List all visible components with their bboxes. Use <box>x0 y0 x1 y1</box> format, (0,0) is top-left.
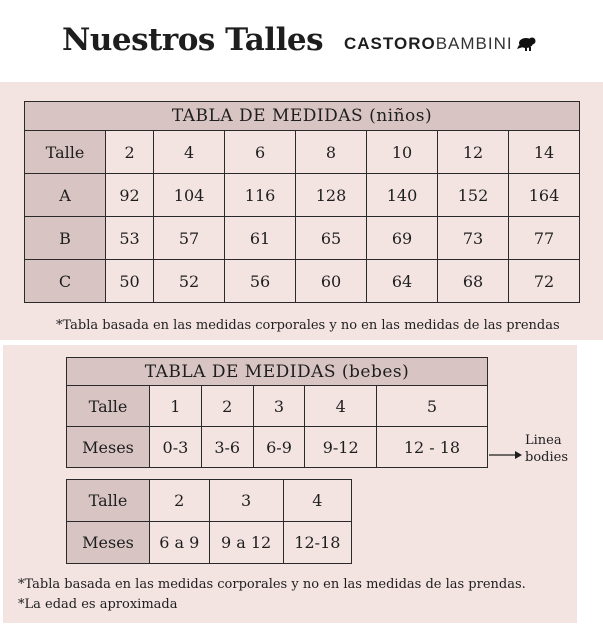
size-cell: 8 <box>296 131 367 174</box>
size-cell: 6 <box>225 131 296 174</box>
measure-cell: 53 <box>106 217 154 260</box>
months-cell: 0-3 <box>150 427 202 468</box>
page-title: Nuestros Talles <box>62 22 324 58</box>
measure-cell: 104 <box>154 174 225 217</box>
measure-cell: 128 <box>296 174 367 217</box>
ninos-table-caption: TABLA DE MEDIDAS (niños) <box>25 102 580 131</box>
bebes-note-1: *Tabla basada en las medidas corporales y no en las medidas de las prendas. <box>18 577 526 592</box>
measure-cell: 57 <box>154 217 225 260</box>
size-cell: 2 <box>106 131 154 174</box>
row-label-a: A <box>25 174 106 217</box>
measure-cell: 140 <box>367 174 438 217</box>
talle-header: Talle <box>25 131 106 174</box>
measure-cell: 116 <box>225 174 296 217</box>
row-label-b: B <box>25 217 106 260</box>
brand-name-bold: CASTORO <box>344 34 436 53</box>
arrow-right-icon <box>489 450 523 460</box>
measure-cell: 72 <box>508 260 579 303</box>
meses-header: Meses <box>67 522 150 564</box>
meses-header: Meses <box>67 427 150 468</box>
bebes-table-caption: TABLA DE MEDIDAS (bebes) <box>67 358 488 386</box>
linea-bodies-label <box>525 432 568 466</box>
measure-cell: 50 <box>106 260 154 303</box>
size-cell: 14 <box>508 131 579 174</box>
measure-cell: 77 <box>508 217 579 260</box>
months-cell: 12-18 <box>283 522 351 564</box>
measure-cell: 69 <box>367 217 438 260</box>
measure-cell: 60 <box>296 260 367 303</box>
size-cell: 5 <box>376 386 487 427</box>
months-cell: 6 a 9 <box>150 522 210 564</box>
size-cell: 4 <box>154 131 225 174</box>
measure-cell: 164 <box>508 174 579 217</box>
talle-header: Talle <box>67 480 150 522</box>
size-cell: 3 <box>253 386 305 427</box>
size-cell: 12 <box>438 131 509 174</box>
bebes-size-table <box>66 357 488 468</box>
measure-cell: 65 <box>296 217 367 260</box>
measure-cell: 64 <box>367 260 438 303</box>
size-cell: 4 <box>305 386 377 427</box>
months-cell: 9 a 12 <box>209 522 283 564</box>
size-cell: 1 <box>150 386 202 427</box>
measure-cell: 73 <box>438 217 509 260</box>
brand-logo <box>344 34 539 54</box>
size-cell: 2 <box>201 386 253 427</box>
size-cell: 4 <box>283 480 351 522</box>
months-cell: 9-12 <box>305 427 377 468</box>
months-cell: 6-9 <box>253 427 305 468</box>
talle-header: Talle <box>67 386 150 427</box>
months-cell: 3-6 <box>201 427 253 468</box>
bodies-label: bodies <box>525 450 568 465</box>
measure-cell: 152 <box>438 174 509 217</box>
measure-cell: 61 <box>225 217 296 260</box>
beaver-icon <box>517 36 539 52</box>
ninos-note: *Tabla basada en las medidas corporales y no en las medidas de las prendas <box>56 318 560 333</box>
brand-name-light: BAMBINI <box>435 34 513 53</box>
measure-cell: 92 <box>106 174 154 217</box>
size-cell: 3 <box>209 480 283 522</box>
measure-cell: 52 <box>154 260 225 303</box>
ninos-size-table <box>24 101 580 303</box>
row-label-c: C <box>25 260 106 303</box>
bebes-bodies-table <box>66 479 352 564</box>
measure-cell: 68 <box>438 260 509 303</box>
measure-cell: 56 <box>225 260 296 303</box>
size-cell: 2 <box>150 480 210 522</box>
linea-label: Linea <box>525 433 562 448</box>
bebes-note-2: *La edad es aproximada <box>18 597 178 612</box>
months-cell: 12 - 18 <box>376 427 487 468</box>
size-cell: 10 <box>367 131 438 174</box>
